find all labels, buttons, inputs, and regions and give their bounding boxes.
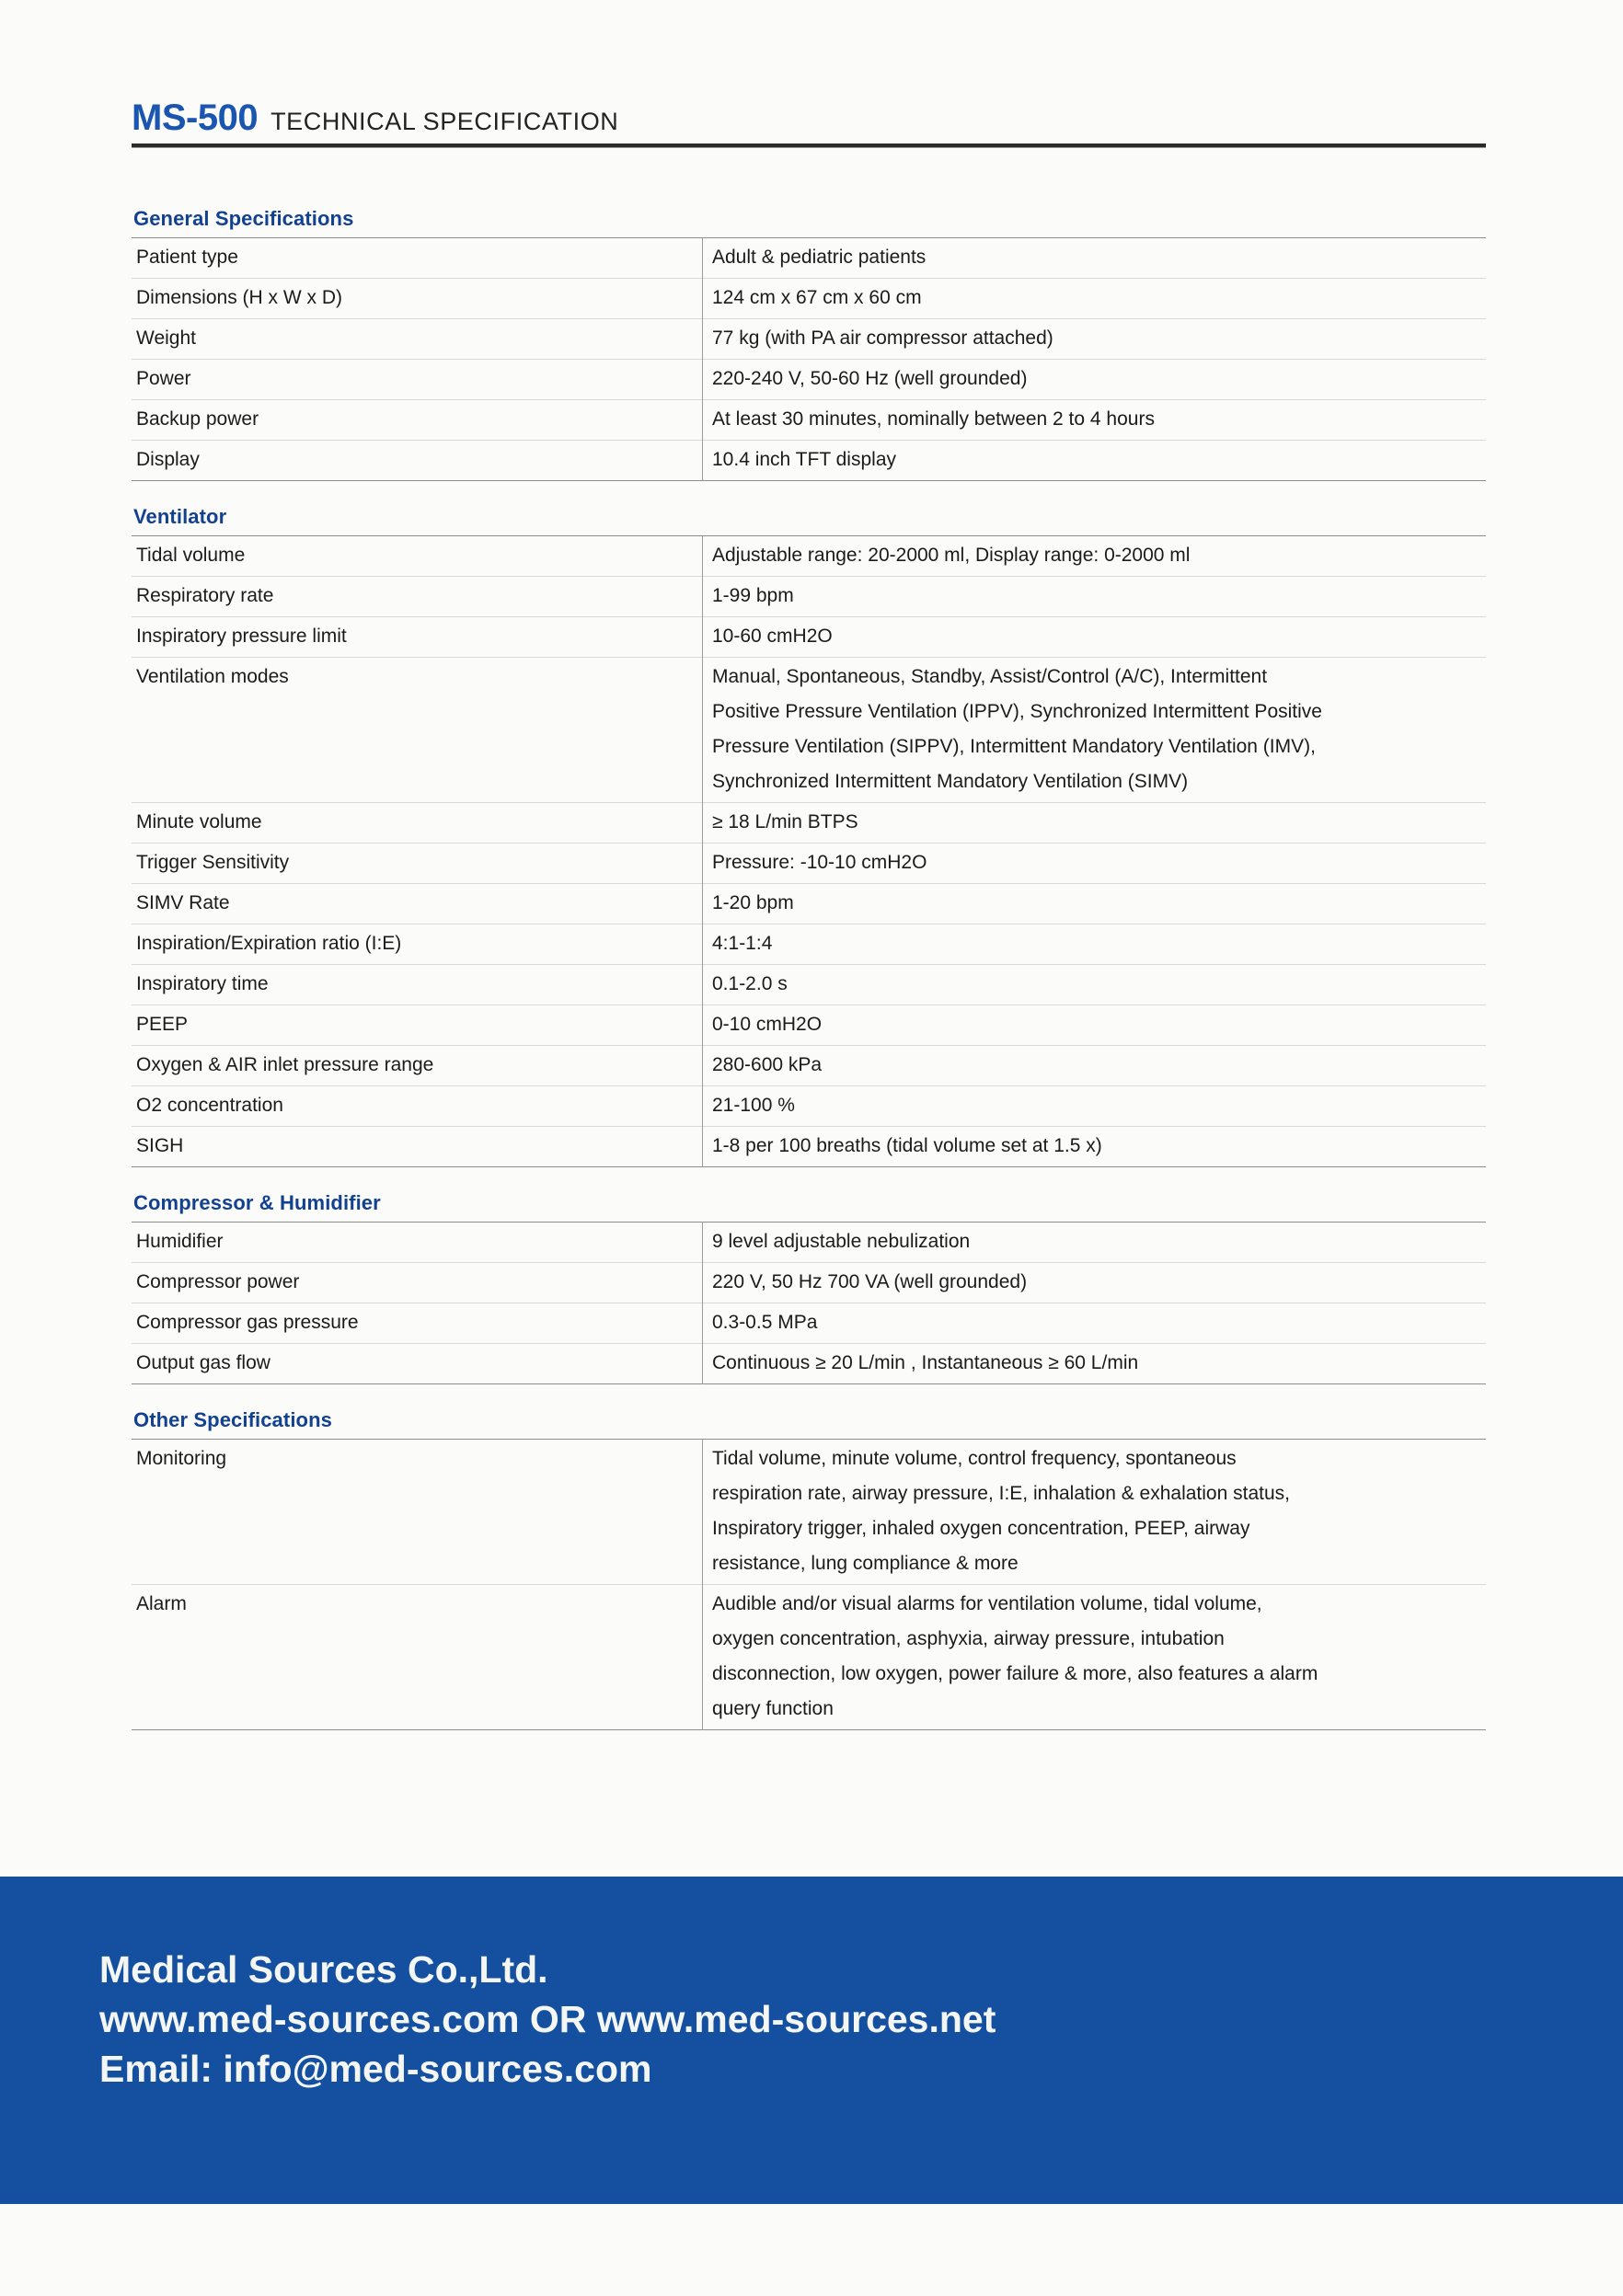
spec-value-line: Pressure Ventilation (SIPPV), Intermittent Mandatory Ventilation (IMV), <box>712 736 1316 757</box>
table-row <box>132 803 1486 844</box>
spec-value-line: Adjustable range: 20-2000 ml, Display range: 0-2000 ml <box>712 545 1191 566</box>
spec-label: Output gas flow <box>136 1352 270 1373</box>
spec-value-line: 220-240 V, 50-60 Hz (well grounded) <box>712 368 1028 389</box>
table-row <box>132 1046 1486 1086</box>
spec-value <box>703 1127 1487 1167</box>
spec-value-line: 0.1-2.0 s <box>712 973 788 994</box>
spec-section <box>132 1191 1486 1384</box>
spec-value-line: respiration rate, airway pressure, I:E, inhalation & exhalation status, <box>712 1483 1290 1504</box>
spec-label: Inspiration/Expiration ratio (I:E) <box>136 933 402 954</box>
table-row <box>132 1127 1486 1167</box>
spec-value-line: 280-600 kPa <box>712 1054 823 1075</box>
spec-value-line: 1-20 bpm <box>712 892 794 913</box>
spec-value <box>703 536 1487 577</box>
spec-label: Humidifier <box>136 1231 224 1252</box>
spec-value-line: disconnection, low oxygen, power failure & more, also features a alarm <box>712 1663 1318 1684</box>
spec-value-line: 4:1-1:4 <box>712 933 773 954</box>
table-row <box>132 1223 1486 1263</box>
spec-label: Inspiratory time <box>136 973 269 994</box>
spec-value-line: Positive Pressure Ventilation (IPPV), Synchronized Intermittent Positive <box>712 701 1322 722</box>
spec-label: Ventilation modes <box>136 666 289 687</box>
spec-value-line: 21-100 % <box>712 1095 795 1116</box>
footer-line: www.med-sources.com OR www.med-sources.net <box>99 1998 996 2041</box>
spec-section <box>132 1408 1486 1730</box>
table-row <box>132 1005 1486 1046</box>
spec-label: Minute volume <box>136 811 262 832</box>
spec-value <box>703 1223 1487 1263</box>
spec-value-line: Tidal volume, minute volume, control frequency, spontaneous <box>712 1448 1237 1469</box>
table-row <box>132 1585 1486 1730</box>
table-row <box>132 884 1486 924</box>
spec-value <box>703 1303 1487 1344</box>
spec-label: Monitoring <box>136 1448 227 1469</box>
spec-value <box>703 238 1487 279</box>
section-heading: General Specifications <box>133 207 354 230</box>
page-title: TECHNICAL SPECIFICATION <box>270 108 619 135</box>
table-row <box>132 924 1486 965</box>
table-row <box>132 965 1486 1005</box>
spec-value-line: query function <box>712 1698 834 1719</box>
spec-value <box>703 400 1487 441</box>
spec-table <box>132 535 1486 1167</box>
table-row <box>132 536 1486 577</box>
spec-value <box>703 617 1487 658</box>
spec-section <box>132 207 1486 481</box>
spec-label: SIMV Rate <box>136 892 230 913</box>
spec-label: Trigger Sensitivity <box>136 852 290 873</box>
spec-label: Respiratory rate <box>136 585 274 606</box>
footer-line: Email: info@med-sources.com <box>99 2048 652 2091</box>
section-heading: Ventilator <box>133 505 227 528</box>
spec-value-line: Adult & pediatric patients <box>712 247 927 268</box>
spec-value <box>703 803 1487 844</box>
spec-value <box>703 1440 1487 1585</box>
table-row <box>132 319 1486 360</box>
spec-label: Weight <box>136 327 196 349</box>
spec-value <box>703 965 1487 1005</box>
spec-value <box>703 884 1487 924</box>
table-row <box>132 360 1486 400</box>
spec-value-line: 124 cm x 67 cm x 60 cm <box>712 287 922 308</box>
spec-label: Backup power <box>136 408 259 430</box>
table-row <box>132 279 1486 319</box>
table-row <box>132 577 1486 617</box>
spec-value <box>703 658 1487 803</box>
spec-label: Oxygen & AIR inlet pressure range <box>136 1054 434 1075</box>
spec-label: Patient type <box>136 247 238 268</box>
spec-value <box>703 1344 1487 1384</box>
spec-value <box>703 1086 1487 1127</box>
spec-label: Power <box>136 368 191 389</box>
spec-label: Dimensions (H x W x D) <box>136 287 343 308</box>
spec-label: SIGH <box>136 1135 184 1156</box>
spec-value-line: 10.4 inch TFT display <box>712 449 896 470</box>
spec-table <box>132 1222 1486 1384</box>
spec-label: Inspiratory pressure limit <box>136 626 347 647</box>
table-row <box>132 1263 1486 1303</box>
spec-value-line: 0.3-0.5 MPa <box>712 1312 818 1333</box>
spec-value-line: Audible and/or visual alarms for ventilation volume, tidal volume, <box>712 1593 1262 1614</box>
table-row <box>132 844 1486 884</box>
spec-label: O2 concentration <box>136 1095 283 1116</box>
table-row <box>132 441 1486 481</box>
spec-value-line: 9 level adjustable nebulization <box>712 1231 971 1252</box>
spec-value-line: Manual, Spontaneous, Standby, Assist/Control (A/C), Intermittent <box>712 666 1268 687</box>
spec-value-line: 220 V, 50 Hz 700 VA (well grounded) <box>712 1271 1028 1292</box>
table-row <box>132 400 1486 441</box>
spec-value-line: 0-10 cmH2O <box>712 1014 823 1035</box>
spec-value-line: Pressure: -10-10 cmH2O <box>712 852 927 873</box>
header-divider <box>132 144 1486 148</box>
model-code: MS-500 <box>132 98 259 138</box>
spec-label: PEEP <box>136 1014 189 1035</box>
spec-value <box>703 577 1487 617</box>
spec-label: Compressor power <box>136 1271 300 1292</box>
table-row <box>132 238 1486 279</box>
spec-value <box>703 1046 1487 1086</box>
spec-value <box>703 360 1487 400</box>
spec-value-line: ≥ 18 L/min BTPS <box>712 811 858 832</box>
spec-label: Display <box>136 449 200 470</box>
spec-value <box>703 844 1487 884</box>
spec-value-line: At least 30 minutes, nominally between 2 to 4 hours <box>712 408 1155 430</box>
spec-value <box>703 1263 1487 1303</box>
spec-value <box>703 1005 1487 1046</box>
spec-section <box>132 505 1486 1167</box>
spec-value <box>703 441 1487 481</box>
footer-line: Medical Sources Co.,Ltd. <box>99 1948 548 1991</box>
section-heading: Other Specifications <box>133 1408 332 1431</box>
spec-value <box>703 279 1487 319</box>
spec-value-line: 10-60 cmH2O <box>712 626 833 647</box>
spec-table <box>132 237 1486 481</box>
spec-label: Alarm <box>136 1593 187 1614</box>
document-header-titles <box>132 99 1486 142</box>
specifications-content <box>132 207 1486 1754</box>
spec-value-line: resistance, lung compliance & more <box>712 1553 1019 1574</box>
footer-contact-block <box>99 1945 996 2094</box>
spec-value <box>703 319 1487 360</box>
table-row <box>132 1086 1486 1127</box>
document-header <box>132 99 1486 148</box>
spec-value-line: 1-8 per 100 breaths (tidal volume set at 1.5 x) <box>712 1135 1102 1156</box>
table-row <box>132 617 1486 658</box>
spec-value <box>703 924 1487 965</box>
table-row <box>132 658 1486 803</box>
spec-table <box>132 1439 1486 1730</box>
spec-value-line: 77 kg (with PA air compressor attached) <box>712 327 1053 349</box>
section-heading: Compressor & Humidifier <box>133 1191 381 1214</box>
table-row <box>132 1344 1486 1384</box>
spec-value-line: Continuous ≥ 20 L/min , Instantaneous ≥ 60 L/min <box>712 1352 1139 1373</box>
spec-value-line: Synchronized Intermittent Mandatory Ventilation (SIMV) <box>712 771 1189 792</box>
spec-label: Tidal volume <box>136 545 246 566</box>
spec-label: Compressor gas pressure <box>136 1312 359 1333</box>
spec-value-line: oxygen concentration, asphyxia, airway pressure, intubation <box>712 1628 1225 1649</box>
spec-value-line: 1-99 bpm <box>712 585 794 606</box>
table-row <box>132 1440 1486 1585</box>
footer-banner <box>0 1877 1623 2204</box>
spec-value-line: Inspiratory trigger, inhaled oxygen concentration, PEEP, airway <box>712 1518 1250 1539</box>
spec-value <box>703 1585 1487 1730</box>
table-row <box>132 1303 1486 1344</box>
